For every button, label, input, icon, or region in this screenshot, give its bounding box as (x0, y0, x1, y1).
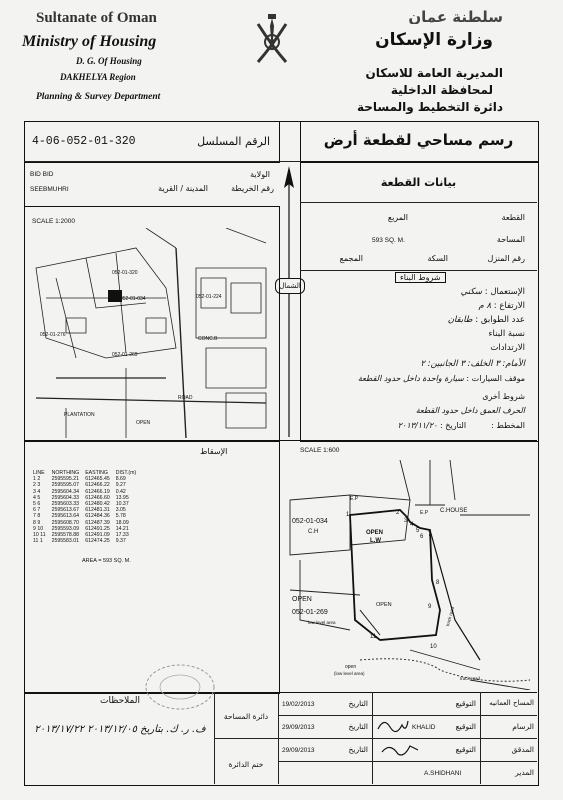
table-cell: 1 2 (33, 476, 41, 483)
table-cell: 5 6 (33, 501, 41, 508)
table-cell: 612465.45 (85, 476, 110, 483)
site-pt-2: 2 (396, 510, 400, 516)
map-plot-code-3: 052-01-320 (112, 270, 138, 276)
table-cell: 6 7 (33, 507, 41, 514)
site-ep2: E.P (420, 510, 429, 516)
stamp-label: ختم الدائرة (228, 760, 264, 769)
table-cell: 10.37 (115, 501, 129, 508)
wilayat-label: الولاية (250, 170, 270, 179)
site-plan-scale: SCALE 1:600 (300, 447, 340, 454)
north-arrow (278, 162, 300, 440)
coord-area: AREA = 593 SQ. M. (82, 558, 131, 564)
site-open-lw: OPEN (366, 530, 384, 536)
site-open-left: OPEN (292, 596, 312, 603)
r3-signature (380, 740, 420, 760)
table-cell: 2595593.09 (51, 525, 80, 532)
plot-label: القطعة (501, 213, 525, 222)
r2-name: KHALID (412, 724, 436, 731)
coord-table-title: الإسقاط (200, 447, 228, 456)
table-cell: 11 1 (33, 538, 43, 545)
height-label: الارتفاع (499, 301, 525, 311)
r2-role: الرسام (512, 722, 534, 731)
r3-sig-label: التوقيع (455, 745, 476, 754)
table-cell: 612466.19 (85, 488, 110, 495)
site-open-bottom: open (345, 664, 357, 670)
table-cell: 17.33 (115, 532, 129, 539)
site-plot-left-sub: C.H (308, 529, 319, 535)
use-row: الإستعمال : سكني (460, 287, 525, 297)
r1-date-label: التاريخ (348, 699, 368, 708)
site-plot-bottom: 052-01-269 (292, 609, 328, 616)
site-pt-10: 10 (430, 644, 437, 650)
site-chouse: C.HOUSE (440, 508, 468, 514)
survey-label: دائرة المساحة (223, 712, 269, 721)
other-terms-value: الحرف العمق داخل حدود القطعة (415, 406, 525, 415)
table-cell: 612481.31 (85, 507, 110, 514)
table-cell: 0.42 (115, 488, 126, 495)
table-cell: 2 3 (33, 482, 41, 489)
table-cell: 2595604.34 (51, 488, 80, 495)
parking-row: موقف السيارات : سيارة واحدة داخل حدود القطعة (357, 374, 525, 383)
building-terms-title: شروط البناء (395, 272, 446, 283)
use-label: الإستعمال (490, 287, 525, 297)
table-cell: 9.37 (115, 538, 126, 545)
table-cell: 2595583.01 (51, 538, 80, 545)
table-cell: 2595603.33 (51, 501, 80, 508)
header-ar-dg: المديرية العامة للاسكان (365, 66, 503, 80)
oman-emblem (250, 12, 294, 68)
header-en-dept: Planning & Survey Department (36, 92, 161, 102)
header-ar-region: لمحافظة الداخلية (390, 83, 493, 97)
area-value: 593 SQ. M. (372, 237, 405, 244)
r4-name: A.SHIDHANI (424, 770, 462, 777)
table-cell: 9.27 (115, 482, 126, 489)
table-cell: 612487.39 (85, 519, 110, 526)
site-pt-7: 7 (428, 532, 432, 538)
table-cell: 4 5 (33, 494, 41, 501)
notes-label: الملاحظات (100, 696, 140, 706)
table-cell: 7 8 (33, 513, 41, 520)
floors-label: عدد الطوابق (480, 315, 525, 325)
table-cell: 3 4 (33, 488, 41, 495)
doc-title: رسم مساحي لقطعة أرض (323, 131, 514, 149)
notes-value: ف. ر. ك. بتاريخ ٢٠١٣/١٢/٠٥ ٢٠١٣/١٧/٢٢ (34, 724, 206, 735)
table-cell: 14.21 (115, 525, 129, 532)
floors-value: طابقان (447, 315, 473, 325)
city-label: المدينة / القرية (158, 184, 208, 193)
table-cell: 9 10 (33, 525, 44, 532)
house-no-label: رقم المنزل (487, 254, 525, 263)
map-plantation-label: PLANTATION (64, 412, 95, 418)
site-pt-11: 11 (370, 634, 377, 640)
r1-sig-label: التوقيع (455, 699, 476, 708)
table-cell: 5.78 (115, 513, 126, 520)
location-map-scale: SCALE 1:2000 (32, 218, 76, 225)
table-cell: 2595613.64 (51, 513, 80, 520)
other-terms-label: شروط أخرى (482, 392, 525, 401)
header-en-ministry: Ministry of Housing (22, 33, 157, 50)
site-track-1: track road (445, 606, 456, 627)
table-cell: 612480.42 (85, 501, 110, 508)
bid-value: BID BID (30, 171, 54, 178)
plan-date-row: المخطط : التاريخ : ٢٠١٣/١١/٢٠ (397, 421, 525, 430)
parking-label: موقف السيارات (471, 374, 525, 383)
site-open-center: OPEN (376, 602, 392, 608)
complex-label: المجمع (339, 254, 363, 263)
table-cell: 8.69 (115, 476, 126, 483)
coord-header-northing: NORTHING (51, 470, 80, 476)
date-value: ٢٠١٣/١١/٢٠ (397, 421, 438, 430)
r3-date-label: التاريخ (348, 745, 368, 754)
r4-role: المدير (515, 768, 534, 777)
table-cell: 2595595.21 (51, 476, 80, 483)
area-label: المساحة (496, 235, 525, 244)
map-conc-label: CONC.B (198, 336, 218, 342)
coord-table (30, 470, 139, 544)
table-cell: 13.95 (115, 494, 129, 501)
r2-date-label: التاريخ (348, 722, 368, 731)
table-cell: 612466.60 (85, 494, 110, 501)
site-ep1: E.P (350, 496, 359, 502)
square-label: المربع (387, 213, 408, 222)
site-low-level-2: (low level area) (334, 671, 365, 676)
parking-value: سيارة واحدة داخل حدود القطعة (357, 374, 464, 383)
table-cell: 2595608.70 (51, 519, 80, 526)
height-value: ٨ م (478, 301, 492, 311)
header-ar-sultanate: سلطنة عمان (408, 8, 503, 24)
r1-date: 19/02/2013 (282, 701, 315, 708)
north-label: الشمال (275, 278, 305, 294)
table-cell: 2595604.33 (51, 494, 80, 501)
table-cell: 2595613.67 (51, 507, 80, 514)
street-label: السكة (427, 254, 448, 263)
table-cell: 612491.25 (85, 525, 110, 532)
serial-label: الرقم المسلسل (197, 135, 270, 148)
coord-table-grid (30, 470, 139, 544)
table-row (30, 538, 139, 544)
site-pt-9: 9 (428, 604, 432, 610)
plan-label: المخطط (496, 421, 525, 430)
site-track-2: track road (460, 676, 481, 681)
map-plot-code-4: 052-01-276 (40, 332, 66, 338)
use-value: سكني (460, 287, 483, 297)
coord-header-easting: EASTING (85, 470, 108, 476)
table-cell: 612466.22 (85, 482, 110, 489)
height-row: الارتفاع : ٨ م (478, 301, 525, 311)
r2-sig-label: التوقيع (455, 722, 476, 731)
header-en-dg: D. G. Of Housing (76, 56, 142, 66)
r3-date: 29/09/2013 (282, 747, 315, 754)
site-plan (280, 460, 535, 690)
map-open-label: OPEN (136, 420, 151, 426)
site-low-level: low level area (308, 620, 336, 625)
map-plot-code-2: 052-01-034 (120, 296, 146, 302)
r1-role: المساح العمانيه (489, 699, 534, 707)
setbacks-value: الأمام: ٣ الخلف: ٣ الجانبين: ٢ (420, 359, 525, 369)
map-no-label: رقم الخريطة (231, 184, 274, 193)
map-road-label: ROAD (178, 395, 193, 401)
coord-header-line: LINE (33, 470, 45, 476)
site-lw: L.W (370, 538, 381, 544)
r3-role: المدقق (511, 745, 534, 754)
table-cell: 612491.09 (85, 532, 110, 539)
date-label: التاريخ (445, 421, 467, 430)
town-value: SEEBMUHRI (30, 186, 69, 193)
site-pt-8: 8 (436, 580, 440, 586)
site-pt-3: 3 (404, 518, 408, 524)
table-cell: 612474.25 (85, 538, 110, 545)
table-cell: 3.05 (115, 507, 126, 514)
coord-header-dist: DIST.(m) (115, 470, 137, 476)
header-ar-ministry: وزارة الإسكان (375, 30, 493, 50)
site-pt-4: 4 (410, 522, 414, 528)
header-en-region: DAKHELYA Region (60, 72, 136, 82)
floors-row: عدد الطوابق : طابقان (447, 315, 525, 325)
map-plot-code-5: 052-01-224 (196, 294, 222, 300)
header-en-sultanate: Sultanate of Oman (36, 10, 157, 24)
r2-date: 29/09/2013 (282, 724, 315, 731)
plot-data-title: بيانات القطعة (380, 176, 457, 189)
building-ratio-label: نسبة البناء (488, 329, 525, 339)
site-pt-5: 5 (416, 528, 420, 534)
table-cell: 612484.36 (85, 513, 110, 520)
map-plot-code-1: 052-01-269 (112, 352, 138, 358)
site-plot-left: 052-01-034 (292, 518, 328, 525)
table-cell: 10 11 (33, 532, 46, 539)
site-pt-6: 6 (420, 534, 424, 540)
setbacks-label: الارتدادات (490, 343, 525, 353)
table-cell: 2595578.88 (51, 532, 80, 539)
serial-value: 4-06-052-01-320 (32, 135, 136, 148)
table-cell: 2595595.07 (51, 482, 80, 489)
table-cell: 8 9 (33, 519, 41, 526)
r2-signature (376, 715, 410, 737)
header-ar-dept: دائرة التخطيط والمساحة (356, 100, 503, 114)
table-cell: 18.09 (115, 519, 129, 526)
site-pt-1: 1 (346, 512, 350, 518)
